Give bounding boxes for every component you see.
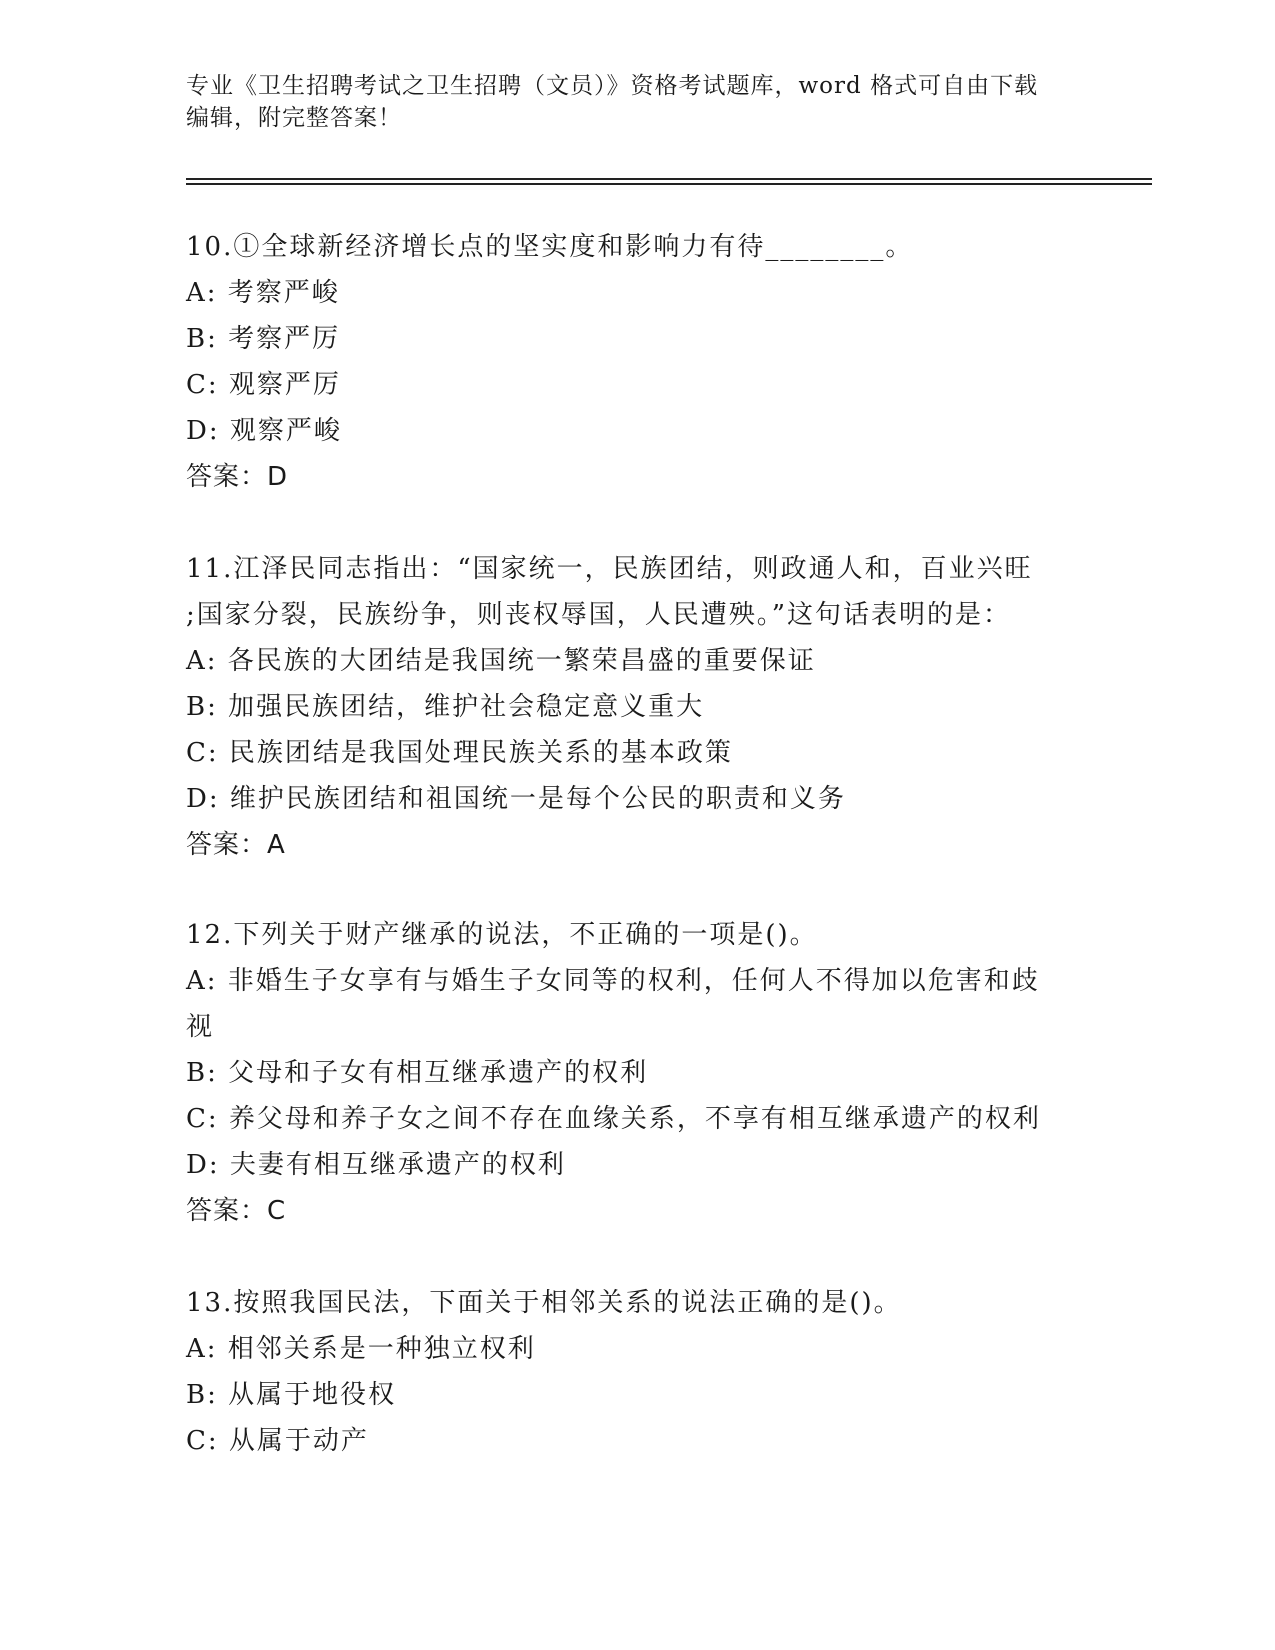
question-10 <box>186 224 1086 500</box>
option-a: A: 各民族的大团结是我国统一繁荣昌盛的重要保证 <box>186 646 816 676</box>
question-stem: 12.下列关于财产继承的说法，不正确的一项是()。 <box>186 920 818 950</box>
option-d: D: 维护民族团结和祖国统一是每个公民的职责和义务 <box>186 784 846 814</box>
document-header <box>186 70 1086 134</box>
header-line-2: 编辑，附完整答案！ <box>186 105 402 131</box>
option-c: C: 观察严厉 <box>186 370 341 400</box>
option-a: A: 相邻关系是一种独立权利 <box>186 1334 536 1364</box>
option-a-line-1: A: 非婚生子女享有与婚生子女同等的权利，任何人不得加以危害和歧 <box>186 966 1040 996</box>
option-c: C: 民族团结是我国处理民族关系的基本政策 <box>186 738 733 768</box>
header-divider-bottom <box>186 183 1152 185</box>
question-13 <box>186 1280 1086 1464</box>
option-b: B: 考察严厉 <box>186 324 341 354</box>
question-11 <box>186 546 1086 868</box>
option-d: D: 观察严峻 <box>186 416 342 446</box>
question-stem-line-2: ;国家分裂，民族纷争，则丧权辱国，人民遭殃。”这句话表明的是： <box>186 600 1012 630</box>
header-divider-top <box>186 178 1152 180</box>
option-a-line-2: 视 <box>186 1012 215 1042</box>
header-line-1: 专业《卫生招聘考试之卫生招聘（文员）》资格考试题库，word 格式可自由下载 <box>186 73 1039 99</box>
option-d: D: 夫妻有相互继承遗产的权利 <box>186 1150 566 1180</box>
option-b: B: 父母和子女有相互继承遗产的权利 <box>186 1058 649 1088</box>
answer-label: 答案：C <box>186 1196 287 1226</box>
option-a: A: 考察严峻 <box>186 278 340 308</box>
question-stem: 13.按照我国民法，下面关于相邻关系的说法正确的是()。 <box>186 1288 902 1318</box>
answer-label: 答案：A <box>186 830 286 860</box>
option-c: C: 从属于动产 <box>186 1426 369 1456</box>
option-c: C: 养父母和养子女之间不存在血缘关系，不享有相互继承遗产的权利 <box>186 1104 1041 1134</box>
question-12 <box>186 912 1086 1234</box>
option-b: B: 从属于地役权 <box>186 1380 397 1410</box>
option-b: B: 加强民族团结，维护社会稳定意义重大 <box>186 692 705 722</box>
question-stem: 10.①全球新经济增长点的坚实度和影响力有待________。 <box>186 232 914 262</box>
answer-label: 答案：D <box>186 462 289 492</box>
question-stem-line-1: 11.江泽民同志指出：“国家统一，民族团结，则政通人和，百业兴旺 <box>186 554 1033 584</box>
